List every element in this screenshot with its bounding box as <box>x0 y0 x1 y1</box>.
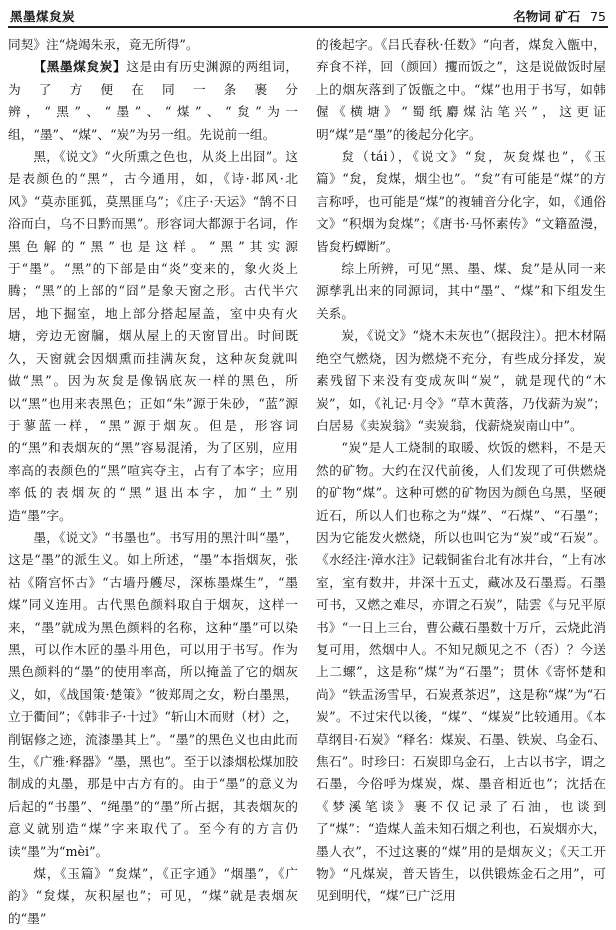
section-label: 名物词 矿石 <box>513 9 581 24</box>
right-column <box>316 34 606 908</box>
paragraph: 炭，《说文》“烧木未灰也”（据段注）。把木材隔绝空气燃烧，因为燃烧不充分，有些成分择发，炭素残留下来没有变成灰叫“炭”，就是现代的“木炭”，如，《礼记·月令》“草木黄落，乃伐薪为炭”；白居易《卖炭翁》“卖炭翁，伐薪烧炭南山中”。 <box>316 328 606 433</box>
paragraph: 黑，《说文》“火所熏之色也，从炎上出囧”。这是表颜色的“黑”，古今通用，如，《诗·邶风·北风》“莫赤匪狐，莫黑匪乌”；《庄子·天运》“鹄不日浴而白，乌不日黔而黑”。形容词大都源于名词，作黑色解的“黑”也是这样。“黑”其实源于“墨”。“黑”的下部是由“炎”变来的，象火炎上腾；“黑”的上部的“囧”是象天窗之形。古代半穴居，地下掘室，地上部分搭起屋盖，室中央有火塘，旁边无窗牖，烟从屋上的天窗冒出。时间既久，天窗就会因烟熏而挂满灰炱，这种灰炱就叫做“黑”。因为灰炱是像锅底灰一样的黑色，所以“黑”也用来表黑色；正如“朱”源于朱砂，“蓝”源于蓼蓝一样，“黑”源于烟灰。但是，形容词的“黑”和表烟灰的“黑”容易混淆，为了区别，应用率高的表颜色的“黑”喧宾夺主，占有了本字；应用率低的表烟灰的“黑”退出本字，加“土”别造“墨”字。 <box>8 149 298 523</box>
paragraph: 炱（tái），《说文》“炱，灰炱煤也”，《玉篇》“炱，炱煤，烟尘也”。“炱”有可能是“煤”的方言称呼，也可能是“煤”的複辅音分化字，如，《通俗文》“积烟为炱煤”；《唐书·马怀素传》“文籍盈漫，皆炱朽蟫断”。 <box>316 149 606 254</box>
paragraph-text: 这是由有历史渊源的两组词，为了方便在同一条裹分辨，“黑”、“墨”、“煤”、“炱”为一组，“墨”、“煤”、“炭”为另一组。先说前一组。 <box>8 59 299 142</box>
paragraph: 墨，《说文》“书墨也”。书写用的黑汁叫“墨”，这是“墨”的派生义。如上所述，“墨”本指烟灰，张祜《隋宫怀古》“古墙丹艧尽，深栋墨煤生”，“墨煤”同义连用。古代黑色颜料取自于烟灰，这样一来，“墨”就成为黑色颜料的名称，这种“墨”可以染黑，可以作木匠的墨斗用色，可以用于书写。作为黑色颜料的“墨”的使用率高，所以掩盖了它的烟灰义，如，《战国策·楚策》“彼郑周之女，粉白墨黑，立于衢间”；《韩非子·十过》“斩山木而财（材）之，削锯修之迹，流漆墨其上”。“墨”的黑色义也由此而生，《广雅·释器》“墨，黑也”。至于以漆烟松煤加胶制成的丸墨，那是中古方有的。由于“墨”的意义为后起的“书墨”、“绳墨”的“墨”所占据，其表烟灰的意义就别造“煤”字来取代了。至今有的方言仍读“墨”为“mèi”。 <box>8 529 298 859</box>
paragraph: 综上所辨，可见“黑、墨、煤、炱”是从同一来源孳乳出来的同源词，其中“墨”、“煤”和下组发生关系。 <box>316 261 606 321</box>
paragraph: 同契》注“烧竭朱汞，竟无所得”。 <box>8 37 199 52</box>
book-page <box>8 4 608 926</box>
left-column <box>8 34 298 930</box>
entry-heading: 【黑墨煤炱炭】 <box>33 59 127 75</box>
paragraph: “炭”是人工烧制的取暖、炊饭的燃料，不是天然的矿物。大约在汉代前後，人们发现了可供燃烧的矿物“煤”。这种可燃的矿物因为颜色乌黑，坚硬近石，所以人们也称之为“煤”、“石煤”、“石墨”；因为它能发火燃烧，所以也叫它为“炭”或“石炭”。《水经注·漳水注》记载铜雀台北有冰井台，“上有冰室，室有数井，井深十五丈，藏冰及石墨焉。石墨可书，又燃之难尽，亦谓之石炭”，陆雲《与兄平原书》“一日上三台，曹公藏石墨数十万斤，云烧此消复可用，然烟中人。不知兄颇见之不（否）？今送上二螺”，这是称“煤”为“石墨”；贯休《寄怀楚和尚》“铁盂汤雪早，石炭煮茶迟”，这是称“煤”为“石炭”。不过宋代以後，“煤”、“煤炭”比较通用。《本草纲目·石炭》“释名：煤炭、石墨、铁炭、乌金石、焦石”。时珍曰：石炭即乌金石，上古以书字，谓之石墨，今俗呼为煤炭，煤、墨音相近也”；沈括在《梦溪笔谈》裹不仅记录了石油，也谈到了“煤”：“造煤人盖未知石烟之利也，石炭烟亦大，墨人衣”，不过这裹的“煤”用的是烟灰义；《天工开物》“凡煤炭，普天皆生，以供锻炼金石之用”，可见到明代，“煤”已广泛用 <box>316 440 606 904</box>
entry-intro-paragraph <box>8 56 298 146</box>
paragraph: 的後起字。《吕氏春秋·任数》“向者，煤炱入甑中，弃食不祥，回（颜回）攫而饭之”，这是说做饭时屋上的烟灰落到了饭甑之中。“煤”也用于书写，如韩偓《横塘》“蜀纸麝煤沾笔兴”，这更证明“煤”是“墨”的後起分化字。 <box>316 37 606 142</box>
running-title: 黑墨煤炱炭 <box>10 9 76 24</box>
paragraph: 煤，《玉篇》“炱煤”，《正字通》“烟墨”，《广韵》“炱煤，灰积屋也”；可见，“煤”就是表烟灰的“墨” <box>8 866 298 926</box>
page-number: 75 <box>590 9 606 24</box>
header-right <box>513 7 606 25</box>
running-header <box>8 4 608 28</box>
